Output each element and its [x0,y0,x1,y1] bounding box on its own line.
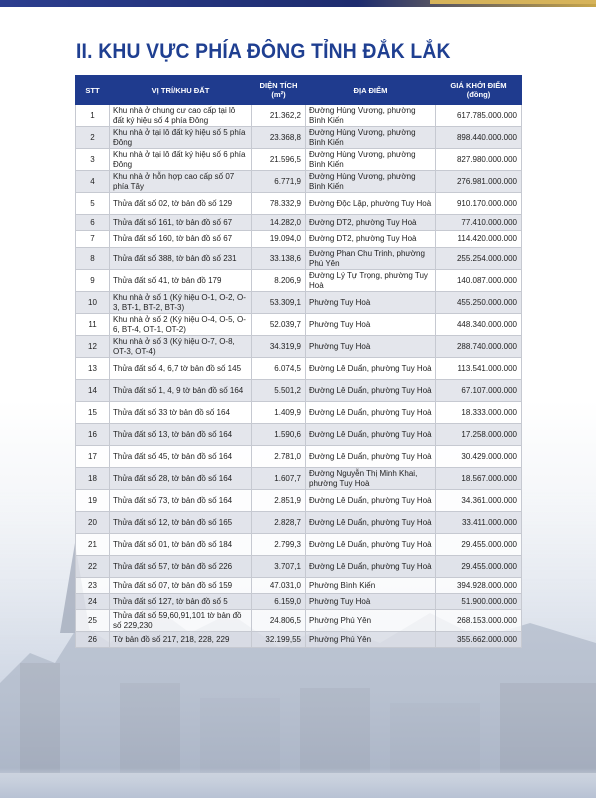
cell-price: 827.980.000.000 [436,149,522,171]
table-row [76,534,522,556]
cell-area: 52.039,7 [252,314,306,336]
cell-stt: 10 [76,292,110,314]
cell-area: 53.309,1 [252,292,306,314]
cell-location: Khu nhà ở tại lô đất ký hiệu số 5 phía Đông [110,127,252,149]
cell-location: Thửa đất số 1, 4, 9 tờ bản đồ số 164 [110,380,252,402]
cell-price: 30.429.000.000 [436,446,522,468]
cell-address: Đường Hùng Vương, phường Bình Kiến [306,105,436,127]
cell-location: Thửa đất số 4, 6,7 tờ bản đồ số 145 [110,358,252,380]
cell-price: 910.170.000.000 [436,193,522,215]
table-row [76,424,522,446]
cell-price: 29.455.000.000 [436,556,522,578]
section-heading: II. KHU VỰC PHÍA ĐÔNG TỈNH ĐẮK LẮK [76,40,451,63]
cell-price: 34.361.000.000 [436,490,522,512]
table-row [76,632,522,648]
table-row [76,171,522,193]
cell-stt: 14 [76,380,110,402]
table-row [76,358,522,380]
cell-address: Đường Lý Tự Trọng, phường Tuy Hoà [306,270,436,292]
cell-price: 33.411.000.000 [436,512,522,534]
cell-price: 140.087.000.000 [436,270,522,292]
cell-address: Đường Lê Duẩn, phường Tuy Hoà [306,512,436,534]
cell-price: 268.153.000.000 [436,610,522,632]
cell-area: 21.362,2 [252,105,306,127]
cell-price: 617.785.000.000 [436,105,522,127]
cell-address: Đường Độc Lập, phường Tuy Hoà [306,193,436,215]
cell-address: Phường Tuy Hoà [306,336,436,358]
table-row [76,270,522,292]
cell-address: Đường Lê Duẩn, phường Tuy Hoà [306,556,436,578]
cell-price: 114.420.000.000 [436,231,522,248]
table-row [76,248,522,270]
cell-location: Khu nhà ở chung cư cao cấp tại lô đất ký hiệu số 4 phía Đông [110,105,252,127]
cell-stt: 11 [76,314,110,336]
cell-stt: 18 [76,468,110,490]
cell-location: Thửa đất số 73, tờ bản đồ số 164 [110,490,252,512]
cell-stt: 24 [76,594,110,610]
table-row [76,468,522,490]
cell-location: Thửa đất số 13, tờ bản đồ số 164 [110,424,252,446]
cell-stt: 15 [76,402,110,424]
cell-address: Đường Lê Duẩn, phường Tuy Hoà [306,490,436,512]
cell-address: Phường Tuy Hoà [306,314,436,336]
table-row [76,380,522,402]
cell-area: 24.806,5 [252,610,306,632]
table-row [76,402,522,424]
cell-area: 1.409,9 [252,402,306,424]
cell-area: 6.159,0 [252,594,306,610]
cell-stt: 12 [76,336,110,358]
table-row [76,193,522,215]
cell-address: Phường Tuy Hoà [306,292,436,314]
cell-location: Thửa đất số 388, tờ bản đồ số 231 [110,248,252,270]
cell-area: 14.282,0 [252,215,306,231]
cell-stt: 26 [76,632,110,648]
cell-location: Thửa đất số 12, tờ bản đồ số 165 [110,512,252,534]
cell-price: 77.410.000.000 [436,215,522,231]
table-row [76,149,522,171]
cell-location: Thửa đất số 161, tờ bản đồ số 67 [110,215,252,231]
cell-address: Đường Lê Duẩn, phường Tuy Hoà [306,424,436,446]
cell-area: 8.206,9 [252,270,306,292]
cell-location: Tờ bản đồ số 217, 218, 228, 229 [110,632,252,648]
table-row [76,446,522,468]
cell-location: Thửa đất số 160, tờ bản đồ số 67 [110,231,252,248]
cell-stt: 13 [76,358,110,380]
land-auction-table [75,75,522,648]
cell-price: 394.928.000.000 [436,578,522,594]
cell-address: Đường Nguyễn Thị Minh Khai, phường Tuy Hoà [306,468,436,490]
cell-stt: 5 [76,193,110,215]
cell-address: Đường Hùng Vương, phường Bình Kiến [306,149,436,171]
cell-address: Đường Hùng Vương, phường Bình Kiến [306,127,436,149]
table-row [76,578,522,594]
cell-area: 34.319,9 [252,336,306,358]
cell-stt: 23 [76,578,110,594]
cell-price: 455.250.000.000 [436,292,522,314]
cell-stt: 8 [76,248,110,270]
cell-area: 1.590,6 [252,424,306,446]
cell-price: 67.107.000.000 [436,380,522,402]
cell-area: 2.781,0 [252,446,306,468]
cell-price: 255.254.000.000 [436,248,522,270]
cell-price: 355.662.000.000 [436,632,522,648]
cell-location: Khu nhà ở tại lô đất ký hiệu số 6 phía Đông [110,149,252,171]
cell-address: Phường Phú Yên [306,632,436,648]
header-price: GIÁ KHỞI ĐIỂM (đồng) [436,76,522,105]
cell-address: Đường Lê Duẩn, phường Tuy Hoà [306,358,436,380]
cell-area: 47.031,0 [252,578,306,594]
cell-address: Đường DT2, phường Tuy Hoà [306,215,436,231]
cell-stt: 20 [76,512,110,534]
cell-location: Thửa đất số 02, tờ bản đồ số 129 [110,193,252,215]
cell-price: 17.258.000.000 [436,424,522,446]
cell-area: 32.199,55 [252,632,306,648]
cell-address: Đường Hùng Vương, phường Bình Kiến [306,171,436,193]
cell-price: 29.455.000.000 [436,534,522,556]
cell-location: Thửa đất số 07, tờ bản đồ số 159 [110,578,252,594]
cell-price: 18.333.000.000 [436,402,522,424]
cell-location: Thửa đất số 33 tờ bản đồ số 164 [110,402,252,424]
cell-location: Thửa đất số 41, tờ bản đồ 179 [110,270,252,292]
cell-stt: 17 [76,446,110,468]
cell-area: 3.707,1 [252,556,306,578]
cell-stt: 25 [76,610,110,632]
cell-area: 6.771,9 [252,171,306,193]
cell-stt: 7 [76,231,110,248]
cell-stt: 16 [76,424,110,446]
table-row [76,314,522,336]
cell-stt: 4 [76,171,110,193]
cell-area: 2.828,7 [252,512,306,534]
cell-location: Khu nhà ở số 3 (Ký hiệu O-7, O-8, OT-3, OT-4) [110,336,252,358]
table-row [76,594,522,610]
table-row [76,336,522,358]
cell-price: 113.541.000.000 [436,358,522,380]
table-row [76,610,522,632]
table-row [76,231,522,248]
cell-location: Thửa đất số 59,60,91,101 tờ bản đồ số 229,230 [110,610,252,632]
table-row [76,556,522,578]
cell-location: Thửa đất số 28, tờ bản đồ số 164 [110,468,252,490]
cell-location: Khu nhà ở số 2 (Ký hiệu O-4, O-5, O-6, BT-4, OT-1, OT-2) [110,314,252,336]
cell-address: Phường Phú Yên [306,610,436,632]
table-header-row [76,76,522,105]
cell-price: 18.567.000.000 [436,468,522,490]
cell-address: Đường Lê Duẩn, phường Tuy Hoà [306,534,436,556]
table-row [76,490,522,512]
cell-location: Thửa đất số 45, tờ bản đồ số 164 [110,446,252,468]
cell-area: 1.607,7 [252,468,306,490]
cell-area: 78.332,9 [252,193,306,215]
table-row [76,292,522,314]
header-stt: STT [76,76,110,105]
header-location: VỊ TRÍ/KHU ĐẤT [110,76,252,105]
cell-area: 6.074,5 [252,358,306,380]
cell-stt: 6 [76,215,110,231]
cell-address: Đường Lê Duẩn, phường Tuy Hoà [306,380,436,402]
table-row [76,215,522,231]
cell-location: Khu nhà ở hỗn hợp cao cấp số 07 phía Tây [110,171,252,193]
cell-area: 2.851,9 [252,490,306,512]
cell-area: 19.094,0 [252,231,306,248]
cell-stt: 9 [76,270,110,292]
cell-price: 898.440.000.000 [436,127,522,149]
cell-address: Đường Lê Duẩn, phường Tuy Hoà [306,402,436,424]
cell-stt: 1 [76,105,110,127]
cell-area: 5.501,2 [252,380,306,402]
header-address: ĐỊA ĐIỂM [306,76,436,105]
cell-price: 448.340.000.000 [436,314,522,336]
table-row [76,127,522,149]
cell-address: Đường Lê Duẩn, phường Tuy Hoà [306,446,436,468]
header-area: DIỆN TÍCH (m²) [252,76,306,105]
cell-area: 2.799,3 [252,534,306,556]
cell-area: 33.138,6 [252,248,306,270]
table-row [76,105,522,127]
cell-location: Khu nhà ở số 1 (Ký hiệu O-1, O-2, O-3, BT-1, BT-2, BT-3) [110,292,252,314]
bottom-fade-bar [0,768,596,798]
cell-address: Phường Bình Kiến [306,578,436,594]
table-row [76,512,522,534]
cell-location: Thửa đất số 57, tờ bản đồ số 226 [110,556,252,578]
cell-stt: 22 [76,556,110,578]
cell-stt: 19 [76,490,110,512]
cell-price: 288.740.000.000 [436,336,522,358]
cell-location: Thửa đất số 127, tờ bản đồ số 5 [110,594,252,610]
cell-location: Thửa đất số 01, tờ bản đồ số 184 [110,534,252,556]
top-gold-accent [430,0,596,4]
cell-area: 21.596,5 [252,149,306,171]
cell-stt: 21 [76,534,110,556]
cell-stt: 2 [76,127,110,149]
cell-price: 276.981.000.000 [436,171,522,193]
cell-price: 51.900.000.000 [436,594,522,610]
cell-address: Đường Phan Chu Trinh, phường Phú Yên [306,248,436,270]
cell-address: Phường Tuy Hoà [306,594,436,610]
cell-stt: 3 [76,149,110,171]
cell-area: 23.368,8 [252,127,306,149]
cell-address: Đường DT2, phường Tuy Hoà [306,231,436,248]
